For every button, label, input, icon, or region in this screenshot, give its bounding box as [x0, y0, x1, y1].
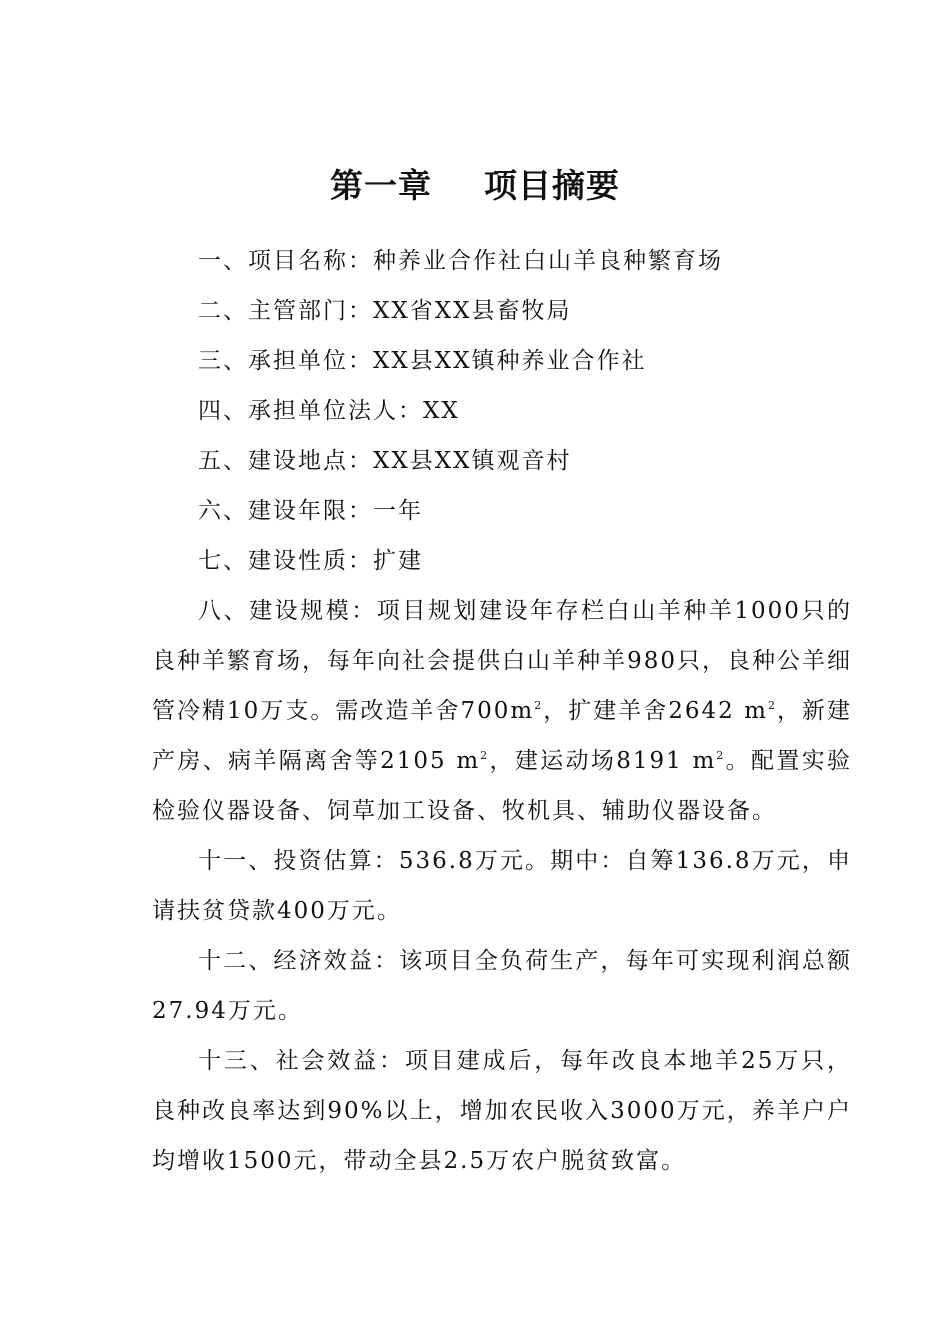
item-department: 二、主管部门：XX省XX县畜牧局	[198, 298, 572, 324]
superscript: 2	[480, 749, 490, 762]
item-investment: 十一、投资估算：536.8万元。期中：自筹136.8万元，申请扶贫贷款400万元。	[152, 848, 852, 924]
chapter-title: 项目摘要	[484, 166, 620, 205]
summary-content	[152, 236, 852, 1186]
superscript: 2	[716, 749, 726, 762]
superscript: 2	[767, 699, 777, 712]
chapter-number: 第一章	[330, 166, 432, 205]
item-location: 五、建设地点：XX县XX镇观音村	[198, 448, 572, 474]
item-nature: 七、建设性质：扩建	[198, 548, 423, 574]
scale-text-3: ，新建产房、病羊隔离舍等2105 m	[152, 698, 853, 774]
page-title	[0, 158, 950, 214]
item-undertaking-unit: 三、承担单位：XX县XX镇种养业合作社	[198, 348, 647, 374]
item-duration: 六、建设年限：一年	[198, 498, 423, 524]
item-scale	[152, 586, 852, 836]
superscript: 2	[534, 699, 544, 712]
scale-text-1: 八、建设规模：项目规划建设年存栏白山羊种羊1000只的良种羊繁育场，每年向社会提供白山羊种羊980只，良种公羊细管冷精10万支。需改造羊舍700m	[152, 598, 852, 724]
scale-text-5: 。配置实验检验仪器设备、饲草加工设备、牧机具、辅助仪器设备。	[152, 748, 853, 824]
item-economic-benefit: 十二、经济效益：该项目全负荷生产，每年可实现利润总额27.94万元。	[152, 948, 852, 1024]
item-project-name: 一、项目名称：种养业合作社白山羊良种繁育场	[198, 248, 723, 274]
item-social-benefit: 十三、社会效益：项目建成后，每年改良本地羊25万只，良种改良率达到90%以上，增加农民收入3000万元，养羊户户均增收1500元，带动全县2.5万农户脱贫致富。	[152, 1048, 852, 1174]
item-legal-person: 四、承担单位法人：XX	[198, 398, 460, 424]
scale-text-2: ，扩建羊舍2642 m	[543, 698, 768, 724]
scale-text-4: ，建运动场8191 m	[489, 748, 717, 774]
